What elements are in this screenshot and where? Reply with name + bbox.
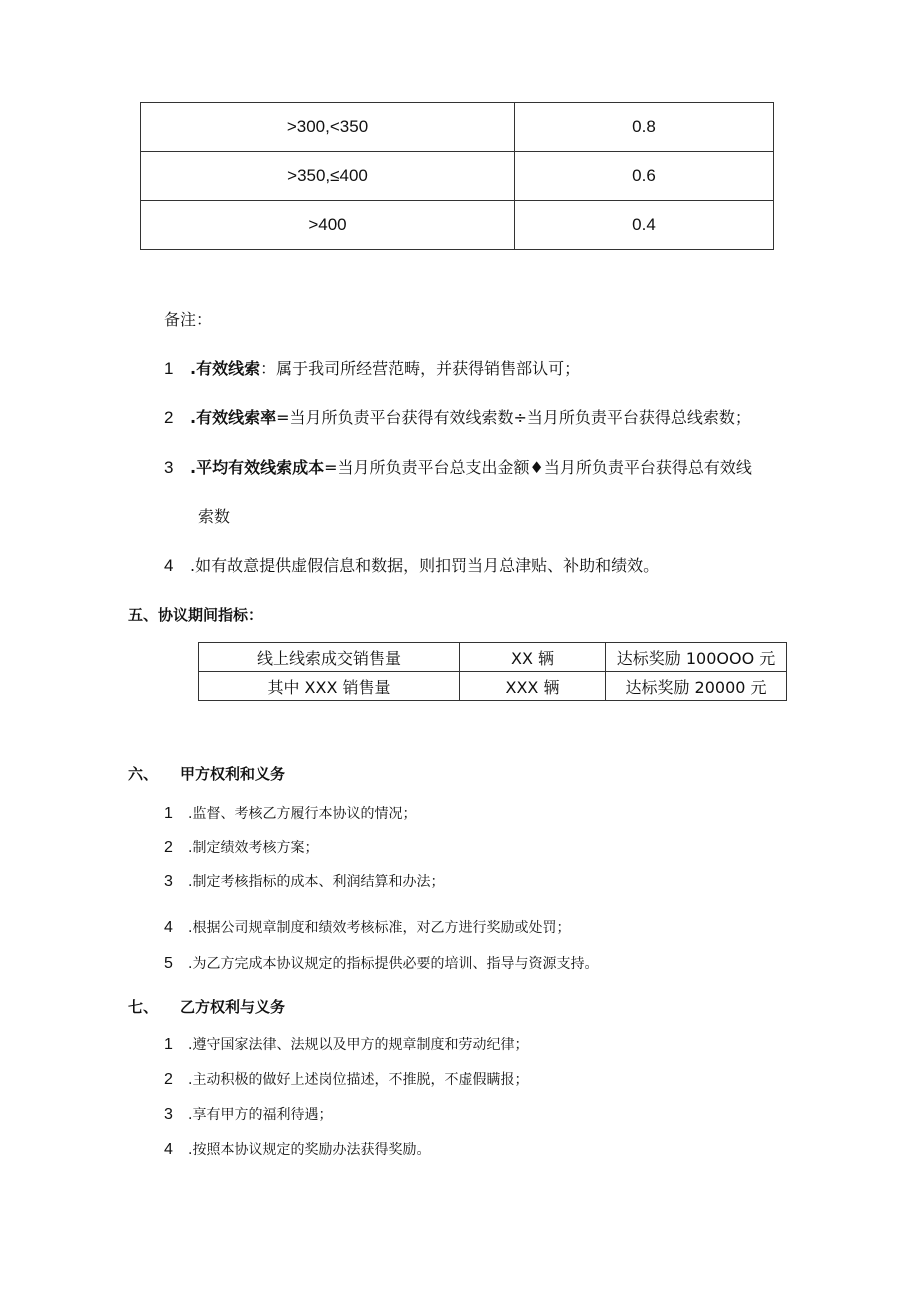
section-number: 七、	[128, 998, 159, 1016]
range-cell: >300,<350	[141, 103, 515, 152]
coef-cell: 0.8	[515, 103, 774, 152]
item-number: 2	[164, 408, 174, 427]
coefficient-table	[140, 102, 774, 250]
section-title: 甲方权利和义务	[180, 765, 286, 783]
target-cell: XX 辆	[460, 643, 606, 672]
item-number: 3	[164, 1106, 173, 1123]
item-number: 1	[164, 1036, 173, 1053]
item-number: 2	[164, 1071, 173, 1088]
section-heading: 五、协议期间指标：	[128, 606, 264, 624]
item-number: 1	[164, 805, 173, 822]
item-text: .制定绩效考核方案；	[188, 840, 319, 856]
term-label: .有效线索率	[190, 408, 277, 427]
item-text: .按照本协议规定的奖励办法获得奖励。	[188, 1142, 431, 1158]
list-item	[164, 839, 318, 857]
list-item	[164, 919, 570, 937]
remark-item	[164, 458, 752, 478]
item-number: 2	[164, 839, 173, 856]
remark-item	[164, 556, 659, 576]
list-item	[164, 1071, 528, 1089]
list-item	[164, 805, 416, 823]
term-label: .有效线索	[190, 359, 261, 378]
remark-item	[164, 359, 580, 379]
item-text: .根据公司规章制度和绩效考核标准，对乙方进行奖励或处罚；	[188, 920, 571, 936]
item-text: =当月所负责平台总支出金额♦当月所负责平台获得总有效线	[324, 458, 752, 477]
item-text: .遵守国家法律、法规以及甲方的规章制度和劳动纪律；	[188, 1037, 529, 1053]
remark-item	[164, 408, 751, 428]
item-text: .主动积极的做好上述岗位描述，不推脱，不虚假瞒报；	[188, 1072, 529, 1088]
list-item	[164, 1141, 430, 1159]
table-row	[141, 152, 774, 201]
item-text: .制定考核指标的成本、利润结算和办法；	[188, 874, 445, 890]
indicator-table	[198, 642, 787, 701]
remark-item-continuation: 索数	[198, 507, 231, 526]
range-cell: >400	[141, 201, 515, 250]
target-cell: XXX 辆	[460, 672, 606, 701]
item-text: .监督、考核乙方履行本协议的情况；	[188, 806, 417, 822]
term-label: .平均有效线索成本	[190, 458, 325, 477]
item-number: 1	[164, 359, 174, 378]
table-row	[199, 672, 787, 701]
reward-cell: 达标奖励 100OOO 元	[606, 643, 787, 672]
list-item	[164, 1036, 528, 1054]
table-row	[141, 103, 774, 152]
reward-cell: 达标奖励 20000 元	[606, 672, 787, 701]
section-title: 乙方权利与义务	[180, 998, 286, 1016]
range-cell: >350,≤400	[141, 152, 515, 201]
item-text: ：属于我司所经营范畴，并获得销售部认可；	[260, 359, 581, 378]
item-number: 3	[164, 458, 174, 477]
item-number: 4	[164, 1141, 173, 1158]
list-item	[164, 873, 444, 891]
item-cell: 线上线索成交销售量	[199, 643, 460, 672]
item-cell: 其中 XXX 销售量	[199, 672, 460, 701]
list-item	[164, 1106, 332, 1124]
section-heading	[128, 764, 285, 784]
table-row	[199, 643, 787, 672]
section-heading	[128, 997, 285, 1017]
item-number: 5	[164, 955, 173, 972]
item-text: =当月所负责平台获得有效线索数÷当月所负责平台获得总线索数；	[276, 408, 751, 427]
table-row	[141, 201, 774, 250]
coef-cell: 0.4	[515, 201, 774, 250]
item-number: 4	[164, 556, 174, 575]
section-number: 六、	[128, 765, 159, 783]
item-text: .享有甲方的福利待遇；	[188, 1107, 333, 1123]
item-text: .为乙方完成本协议规定的指标提供必要的培训、指导与资源支持。	[188, 956, 599, 972]
item-number: 4	[164, 919, 173, 936]
list-item	[164, 955, 598, 973]
item-number: 3	[164, 873, 173, 890]
remarks-title: 备注：	[164, 310, 213, 329]
coef-cell: 0.6	[515, 152, 774, 201]
item-text: .如有故意提供虚假信息和数据，则扣罚当月总津贴、补助和绩效。	[190, 556, 660, 575]
